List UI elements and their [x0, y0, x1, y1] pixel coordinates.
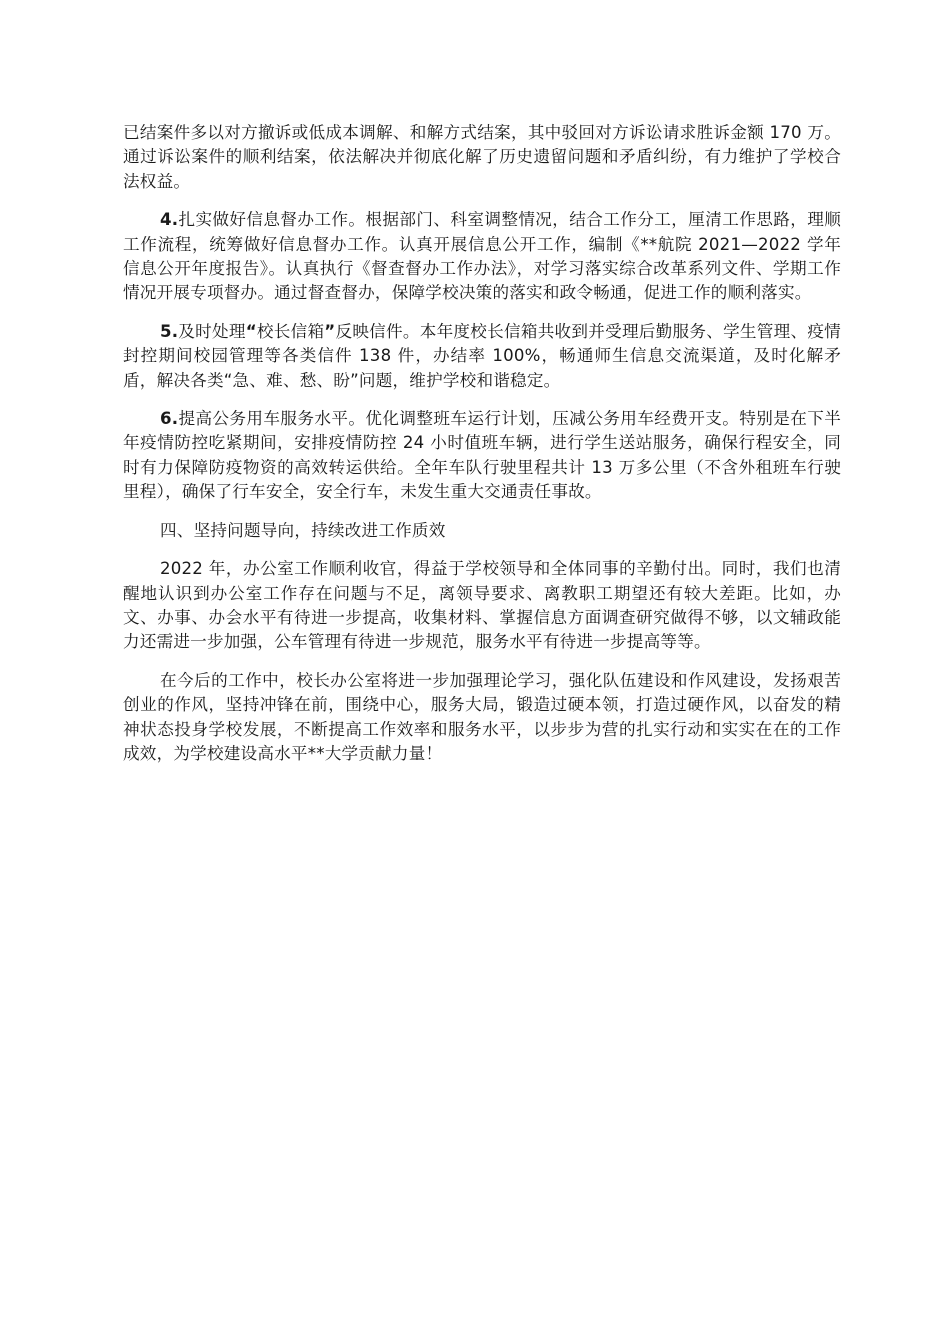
item-5-text-c: 反映信件。本年度校长信箱共收到并受理后勤服务、学生管理、疫情封控期间校园管理等各类信件 138 件，办结率 100%，畅通师生信息交流渠道，及时化解矛盾，解决各类“急、难、愁、盼”问题，维护学校和谐稳定。 [123, 321, 841, 390]
paragraph-continuation: 已结案件多以对方撤诉或低成本调解、和解方式结案，其中驳回对方诉讼请求胜诉金额 170 万。通过诉讼案件的顺利结案，依法解决并彻底化解了历史遗留问题和矛盾纠纷，有力维护了学校合法权益。 [123, 123, 841, 191]
paragraph-item-6 [123, 407, 841, 505]
item-5-text-b: 校长信箱 [256, 321, 325, 341]
item-6-text: 提高公务用车服务水平。优化调整班车运行计划，压减公务用车经费开支。特别是在下半年疫情防控吃紧期间，安排疫情防控 24 小时值班车辆，进行学生送站服务，确保行程安全，同时有力保障防疫物资的高效转运供给。全年车队行驶里程共计 13 万多公里（不含外租班车行驶里程），确保了行车安全，安全行车，未发生重大交通责任事故。 [123, 409, 841, 502]
section-4-heading: 四、坚持问题导向，持续改进工作质效 [160, 520, 446, 540]
item-5-number: 5. [160, 321, 179, 341]
paragraph-item-5 [123, 320, 841, 393]
item-6-number: 6. [160, 409, 179, 429]
item-5-quote-close: ” [324, 321, 336, 341]
item-5-quote-open: “ [245, 321, 257, 341]
document-page [123, 121, 841, 780]
item-4-text: 扎实做好信息督办工作。根据部门、科室调整情况，结合工作分工，厘清工作思路，理顺工作流程，统筹做好信息督办工作。认真开展信息公开工作，编制《**航院 2021—2022 学年信息公开年度报告》。认真执行《督查督办工作办法》，对学习落实综合改革系列文件、学期工作情况开展专项督办。通过督查督办，保障学校决策的落实和政令畅通，促进工作的顺利落实。 [123, 210, 841, 303]
paragraph-future-work: 在今后的工作中，校长办公室将进一步加强理论学习，强化队伍建设和作风建设，发扬艰苦创业的作风，坚持冲锋在前，围绕中心，服务大局，锻造过硬本领，打造过硬作风，以奋发的精神状态投身学校发展，不断提高工作效率和服务水平，以步步为营的扎实行动和实实在在的工作成效，为学校建设高水平**大学贡献力量！ [123, 670, 841, 763]
paragraph-2022-summary: 2022 年，办公室工作顺利收官，得益于学校领导和全体同事的辛勤付出。同时，我们也清醒地认识到办公室工作存在问题与不足，离领导要求、离教职工期望还有较大差距。比如，办文、办事、办会水平有待进一步提高，收集材料、掌握信息方面调查研究做得不够，以文辅政能力还需进一步加强，公车管理有待进一步规范，服务水平有待进一步提高等等。 [123, 559, 841, 652]
item-4-number: 4. [160, 210, 179, 230]
item-5-text-a: 及时处理 [178, 321, 246, 341]
paragraph-item-4 [123, 208, 841, 306]
